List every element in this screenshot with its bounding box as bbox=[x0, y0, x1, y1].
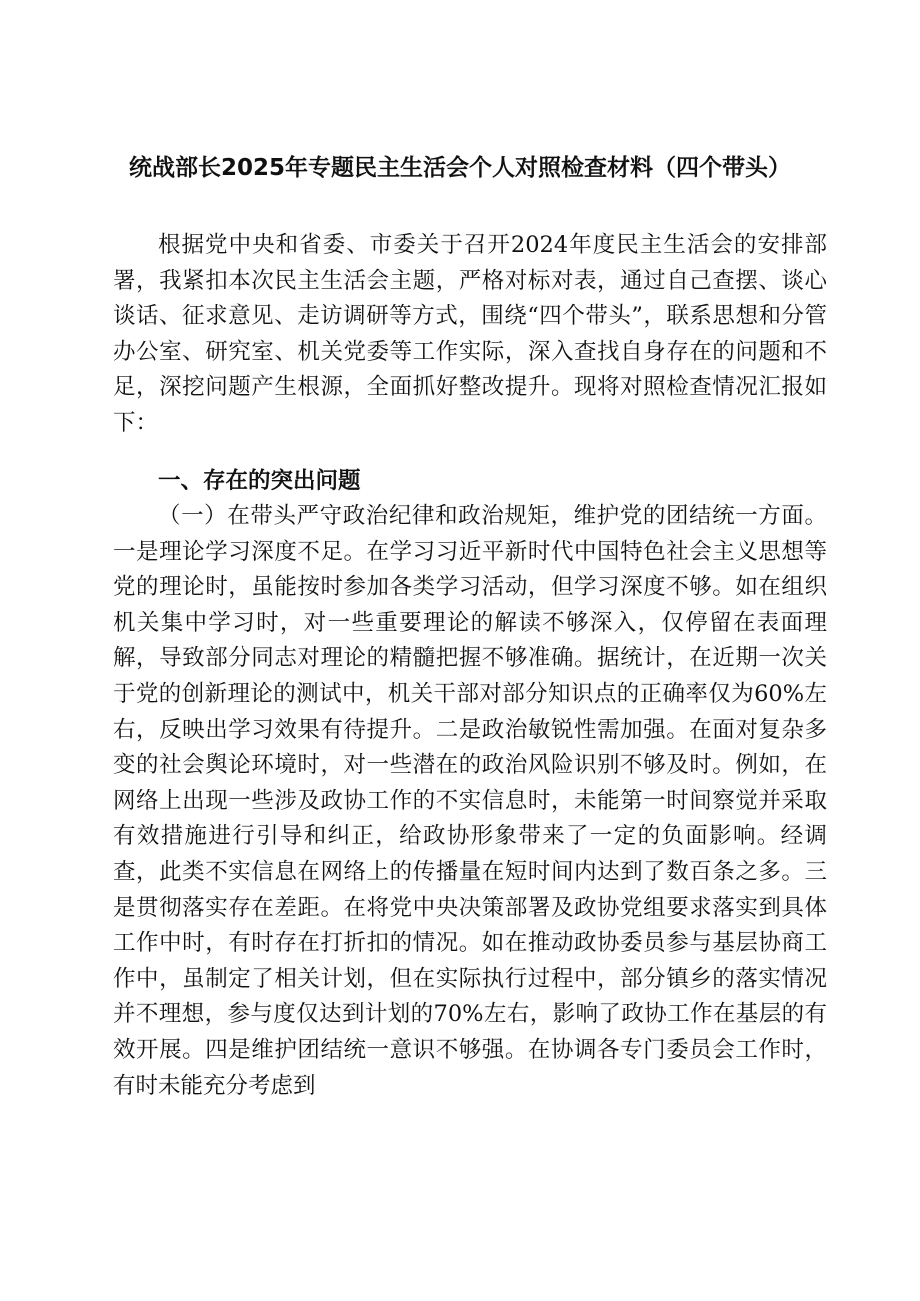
document-title: 统战部长2025年专题民主生活会个人对照检查材料（四个带头） bbox=[128, 155, 791, 181]
body-paragraph: （一）在带头严守政治纪律和政治规矩，维护党的团结统一方面。一是理论学习深度不足。在学习习近平新时代中国特色社会主义思想等党的理论时，虽能按时参加各类学习活动，但学习深度不够。如在组织机关集中学习时，对一些重要理论的解读不够深入，仅停留在表面理解，导致部分同志对理论的精髓把握不够准确。据统计，在近期一次关于党的创新理论的测试中，机关干部对部分知识点的正确率仅为60%左右，反映出学习效果有待提升。二是政治敏锐性需加强。在面对复杂多变的社会舆论环境时，对一些潜在的政治风险识别不够及时。例如，在网络上出现一些涉及政协工作的不实信息时，未能第一时间察觉并采取有效措施进行引导和纠正，给政协形象带来了一定的负面影响。经调查，此类不实信息在网络上的传播量在短时间内达到了数百条之多。三是贯彻落实存在差距。在将党中央决策部署及政协党组要求落实到具体工作中时，有时存在打折扣的情况。如在推动政协委员参与基层协商工作中，虽制定了相关计划，但在实际执行过程中，部分镇乡的落实情况并不理想，参与度仅达到计划的70%左右，影响了政协工作在基层的有效开展。四是维护团结统一意识不够强。在协调各专门委员会工作时，有时未能充分考虑到 bbox=[113, 503, 827, 1099]
intro-paragraph: 根据党中央和省委、市委关于召开2024年度民主生活会的安排部署，我紧扣本次民主生活会主题，严格对标对表，通过自己查摆、谈心谈话、征求意见、走访调研等方式，围绕“四个带头”，联系思想和分管办公室、研究室、机关党委等工作实际，深入查找自身存在的问题和不足，深挖问题产生根源，全面抓好整改提升。现将对照检查情况汇报如下： bbox=[113, 232, 827, 436]
section-heading: 一、存在的突出问题 bbox=[158, 468, 361, 494]
